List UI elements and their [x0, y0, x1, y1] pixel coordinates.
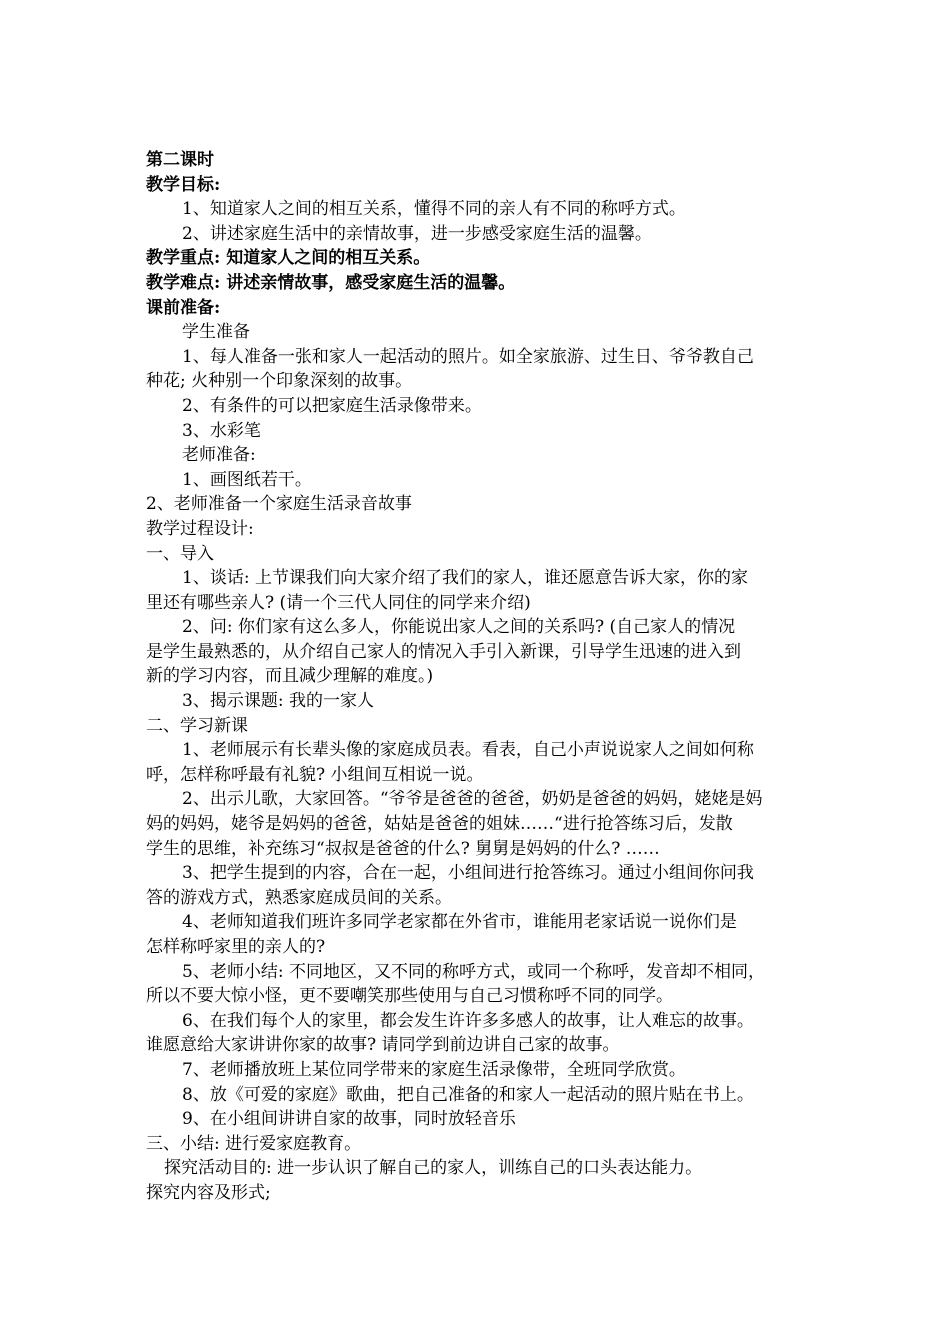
teacher-prep-item-1: 1、画图纸若干。 [182, 469, 312, 490]
section-heading-objectives: 教学目标: [146, 174, 221, 195]
intro-item-2-cont-1: 是学生最熟悉的，从介绍自己家人的情况入手引入新课，引导学生迅速的进入到 [146, 641, 741, 662]
intro-item-3: 3、揭示课题: 我的一家人 [182, 691, 374, 712]
teacher-preparation-heading: 老师准备: [182, 445, 256, 466]
intro-item-1-cont: 里还有哪些亲人? (请一个三代人同住的同学来介绍) [146, 592, 531, 613]
new-lesson-item-2-cont-1: 妈的妈妈，姥爷是妈妈的爸爸，姑姑是爸爸的姐妹……“进行抢答练习后，发散 [146, 814, 733, 835]
difficult-point: 教学难点: 讲述亲情故事，感受家庭生活的温馨。 [146, 272, 516, 293]
intro-item-2-cont-2: 新的学习内容，而且减少理解的难度。) [146, 666, 434, 687]
student-prep-item-1: 1、每人准备一张和家人一起活动的照片。如全家旅游、过生日、爷爷教自己 [182, 346, 754, 367]
new-lesson-item-9: 9、在小组间讲讲自家的故事，同时放轻音乐 [182, 1109, 516, 1130]
lesson-plan-document [146, 148, 816, 1206]
new-lesson-item-6: 6、在我们每个人的家里，都会发生许许多多感人的故事，让人难忘的故事。 [182, 1010, 754, 1031]
new-lesson-item-1: 1、老师展示有长辈头像的家庭成员表。看表，自己小声说说家人之间如何称 [182, 740, 754, 761]
new-lesson-item-1-cont: 呼，怎样称呼最有礼貌? 小组间互相说一说。 [146, 764, 484, 785]
new-lesson-item-7: 7、老师播放班上某位同学带来的家庭生活录像带，全班同学欣赏。 [182, 1059, 686, 1080]
part-2-heading: 二、学习新课 [146, 715, 248, 736]
student-preparation-heading: 学生准备 [182, 322, 250, 343]
new-lesson-item-4-cont: 怎样称呼家里的亲人的? [146, 937, 326, 957]
part-1-heading: 一、导入 [146, 543, 214, 564]
new-lesson-item-3: 3、把学生提到的内容，合在一起，小组间进行抢答练习。通过小组间你问我 [182, 863, 754, 884]
key-point: 教学重点: 知道家人之间的相互关系。 [146, 248, 431, 269]
objective-item-2: 2、讲述家庭生活中的亲情故事，进一步感受家庭生活的温馨。 [182, 223, 652, 244]
student-prep-item-1-cont: 种花; 火种别一个印象深刻的故事。 [146, 371, 413, 392]
new-lesson-item-3-cont: 答的游戏方式，熟悉家庭成员间的关系。 [146, 887, 452, 908]
new-lesson-item-6-cont: 谁愿意给大家讲讲你家的故事? 请同学到前边讲自己家的故事。 [146, 1035, 620, 1056]
new-lesson-item-5-cont: 所以不要大惊小怪，更不要嘲笑那些使用与自己习惯称呼不同的同学。 [146, 986, 673, 1007]
objective-item-1: 1、知道家人之间的相互关系，懂得不同的亲人有不同的称呼方式。 [182, 199, 686, 220]
new-lesson-item-2: 2、出示儿歌，大家回答。“爷爷是爸爸的爸爸，奶奶是爸爸的妈妈，姥姥是妈 [182, 789, 763, 810]
lesson-title: 第二课时 [146, 150, 214, 170]
section-heading-process: 教学过程设计: [146, 518, 254, 539]
inquiry-activity-purpose: 探究活动目的: 进一步认识了解自己的家人，训练自己的口头表达能力。 [164, 1158, 703, 1179]
student-prep-item-2: 2、有条件的可以把家庭生活录像带来。 [182, 395, 482, 416]
intro-item-1: 1、谈话: 上节课我们向大家介绍了我们的家人，谁还愿意告诉大家，你的家 [182, 568, 748, 589]
new-lesson-item-8: 8、放《可爱的家庭》歌曲，把自己准备的和家人一起活动的照片贴在书上。 [182, 1084, 754, 1105]
new-lesson-item-2-cont-2: 学生的思维，补充练习“叔叔是爸爸的什么? 舅舅是妈妈的什么? …… [146, 838, 660, 859]
teacher-prep-item-2: 2、老师准备一个家庭生活录音故事 [146, 494, 412, 515]
inquiry-content-form: 探究内容及形式; [146, 1182, 271, 1203]
new-lesson-item-5: 5、老师小结: 不同地区，又不同的称呼方式，或同一个称呼，发音却不相同， [182, 961, 765, 982]
student-prep-item-3: 3、水彩笔 [182, 420, 261, 441]
part-3-heading: 三、小结: 进行爱家庭教育。 [146, 1133, 362, 1154]
new-lesson-item-4: 4、老师知道我们班许多同学老家都在外省市，谁能用老家话说一说你们是 [182, 912, 737, 933]
section-heading-preparation: 课前准备: [146, 297, 221, 318]
intro-item-2: 2、问: 你们家有这么多人，你能说出家人之间的关系吗? (自己家人的情况 [182, 617, 736, 638]
